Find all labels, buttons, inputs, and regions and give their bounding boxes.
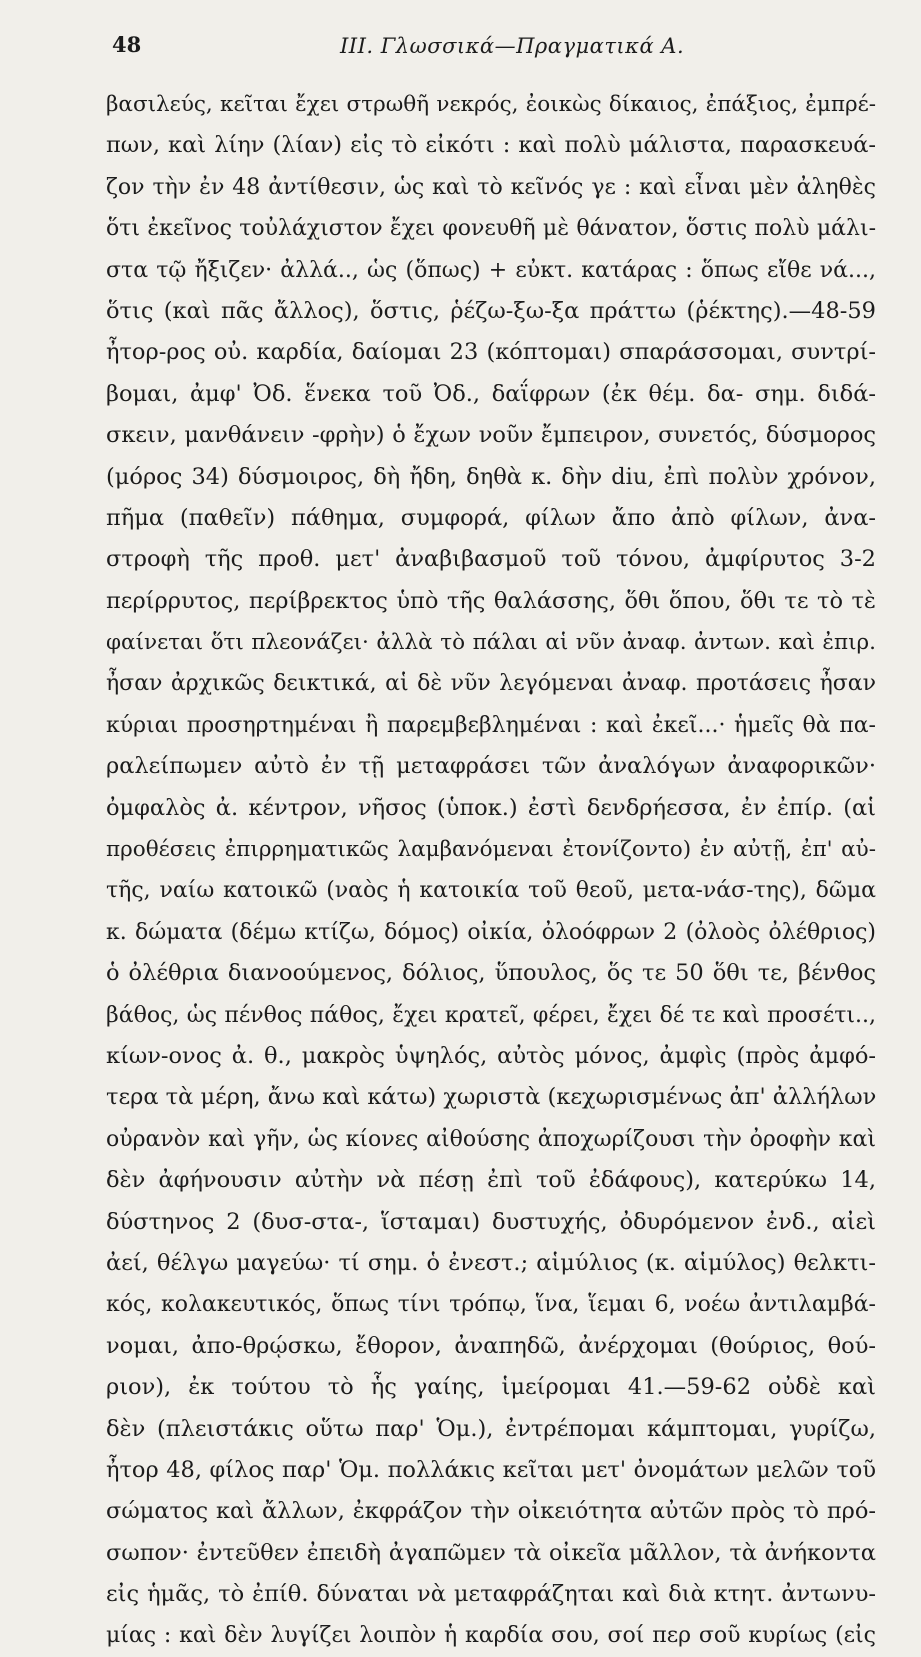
text-line: ριον), ἐκ τούτου τὸ ἧς γαίης, ἱμείρομαι 41.—59-62 οὐδὲ καὶ: [106, 1374, 876, 1401]
text-line: ἦσαν ἀρχικῶς δεικτικά, αἱ δὲ νῦν λεγόμεναι ἀναφ. προτάσεις ἦσαν: [106, 671, 876, 697]
text-line: ὅτις (καὶ πᾶς ἄλλος), ὅστις, ῥέζω-ξω-ξα πράττω (ῥέκτης).—48-59: [106, 297, 876, 324]
text-line: σκειν, μανθάνειν -φρὴν) ὁ ἔχων νοῦν ἔμπειρον, συνετός, δύσμορος: [106, 422, 876, 449]
text-line: (μόρος 34) δύσμοιρος, δὴ ἤδη, δηθὰ κ. δὴν diu, ἐπὶ πολὺν χρόνον,: [106, 463, 876, 490]
text-line: τερα τὰ μέρη, ἄνω καὶ κάτω) χωριστὰ (κεχωρισμένως ἀπ' ἀλλήλων: [106, 1084, 877, 1111]
text-line: δὲν ἀφήνουσιν αὐτὴν νὰ πέσῃ ἐπὶ τοῦ ἐδάφους), κατερύκω 14,: [106, 1167, 876, 1194]
text-line: κ. δώματα (δέμω κτίζω, δόμος) οἰκία, ὀλοόφρων 2 (ὀλοὸς ὀλέθριος): [106, 919, 876, 945]
commentary-text: [106, 84, 876, 1657]
text-line: σώματος καὶ ἄλλων, ἐκφράζον τὴν οἰκειότητα αὐτῶν πρὸς τὸ πρό-: [106, 1498, 876, 1525]
page-header: [0, 28, 921, 68]
text-line: ὅτι ἐκεῖνος τοὐλάχιστον ἔχει φονευθῆ μὲ θάνατον, ὅστις πολὺ μάλι-: [106, 216, 876, 242]
text-line: στα τῷ ἤξιζεν· ἀλλά.., ὡς (ὅπως) + εὐκτ. κατάρας : ὅπως εἴθε νά...,: [106, 257, 876, 283]
text-line: στροφὴ τῆς προθ. μετ' ἀναβιβασμοῦ τοῦ τόνου, ἀμφίρυτος 3-2: [106, 546, 876, 573]
text-line: βάθος, ὡς πένθος πάθος, ἔχει κρατεῖ, φέρει, ἔχει δέ τε καὶ προσέτι..,: [106, 1002, 876, 1028]
text-line: ὀμφαλὸς ἀ. κέντρον, νῆσος (ὑποκ.) ἐστὶ δενδρήεσσα, ἐν ἐπίρ. (αἱ: [106, 794, 876, 821]
text-line: φαίνεται ὅτι πλεονάζει· ἀλλὰ τὸ πάλαι αἱ νῦν ἀναφ. ἀντων. καὶ ἐπιρ.: [106, 630, 876, 656]
page-number: 48: [112, 32, 142, 57]
text-line: κίων-ονος ἀ. θ., μακρὸς ὑψηλός, αὐτὸς μόνος, ἀμφὶς (πρὸς ἀμφό-: [106, 1042, 876, 1069]
text-line: πῆμα (παθεῖν) πάθημα, συμφορά, φίλων ἄπο ἀπὸ φίλων, ἀνα-: [106, 504, 876, 531]
running-title: ΙΙΙ. Γλωσσικά—Πραγματικά Α.: [340, 34, 685, 58]
text-line: ἦτορ-ρος οὐ. καρδία, δαίομαι 23 (κόπτομαι) σπαράσσομαι, συντρί-: [106, 339, 876, 366]
text-line: δύστηνος 2 (δυσ-στα-, ἵσταμαι) δυστυχής, ὀδυρόμενον ἐνδ., αἰεὶ: [106, 1208, 876, 1235]
text-line: πων, καὶ λίην (λίαν) εἰς τὸ εἰκότι : καὶ πολὺ μάλιστα, παρασκευά-: [106, 132, 876, 159]
text-line: νομαι, ἀπο-θρῴσκω, ἔθορον, ἀναπηδῶ, ἀνέρχομαι (θούριος, θού-: [106, 1332, 876, 1359]
text-line: δὲν (πλειστάκις οὕτω παρ' Ὁμ.), ἐντρέπομαι κάμπτομαι, γυρίζω,: [106, 1415, 876, 1442]
text-line: προθέσεις ἐπιρρηματικῶς λαμβανόμεναι ἐτονίζοντο) ἐν αὐτῇ, ἐπ' αὐ-: [106, 837, 876, 863]
text-line: βασιλεύς, κεῖται ἔχει στρωθῆ νεκρός, ἐοικὼς δίκαιος, ἐπάξιος, ἐμπρέ-: [106, 92, 876, 117]
text-line: κύριαι προσηρτημέναι ἢ παρεμβεβλημέναι : καὶ ἐκεῖ...· ἡμεῖς θὰ πα-: [106, 712, 876, 738]
text-line: σωπον· ἐντεῦθεν ἐπειδὴ ἀγαπῶμεν τὰ οἰκεῖα μᾶλλον, τὰ ἀνήκοντα: [106, 1539, 876, 1566]
text-line: κός, κολακευτικός, ὅπως τίνι τρόπῳ, ἵνα, ἵεμαι 6, νοέω ἀντιλαμβά-: [106, 1292, 876, 1318]
text-line: ὁ ὀλέθρια διανοούμενος, δόλιος, ὕπουλος, ὅς τε 50 ὅθι τε, βένθος: [106, 960, 876, 987]
text-line: οὐρανὸν καὶ γῆν, ὡς κίονες αἰθούσης ἀποχωρίζουσι τὴν ὀροφὴν καὶ: [106, 1126, 876, 1152]
text-line: περίρρυτος, περίβρεκτος ὑπὸ τῆς θαλάσσης, ὅθι ὅπου, ὅθι τε τὸ τὲ: [106, 587, 876, 614]
text-line: ζον τὴν ἐν 48 ἀντίθεσιν, ὡς καὶ τὸ κεῖνός γε : καὶ εἶναι μὲν ἀληθὲς: [106, 174, 876, 200]
text-line: εἰς ἡμᾶς, τὸ ἐπίθ. δύναται νὰ μεταφράζηται καὶ διὰ κτητ. ἀντωνυ-: [106, 1581, 876, 1608]
text-line: ἀεί, θέλγω μαγεύω· τί σημ. ὁ ἐνεστ.; αἱμύλιος (κ. αἱμύλος) θελκτι-: [106, 1249, 876, 1276]
text-line: τῆς, ναίω κατοικῶ (ναὸς ἡ κατοικία τοῦ θεοῦ, μετα-νάσ-της), δῶμα: [106, 878, 876, 904]
text-line: ραλείπωμεν αὐτὸ ἐν τῇ μεταφράσει τῶν ἀναλόγων ἀναφορικῶν·: [106, 753, 876, 780]
text-line: βομαι, ἀμφ' Ὀδ. ἕνεκα τοῦ Ὀδ., δαΐφρων (ἐκ θέμ. δα- σημ. διδά-: [106, 380, 876, 407]
text-line: μίας : καὶ δὲν λυγίζει λοιπὸν ἡ καρδία σου, σοί περ σοῦ κυρίως (εἰς: [106, 1623, 876, 1649]
text-line: ἦτορ 48, φίλος παρ' Ὁμ. πολλάκις κεῖται μετ' ὀνομάτων μελῶν τοῦ: [106, 1456, 876, 1483]
